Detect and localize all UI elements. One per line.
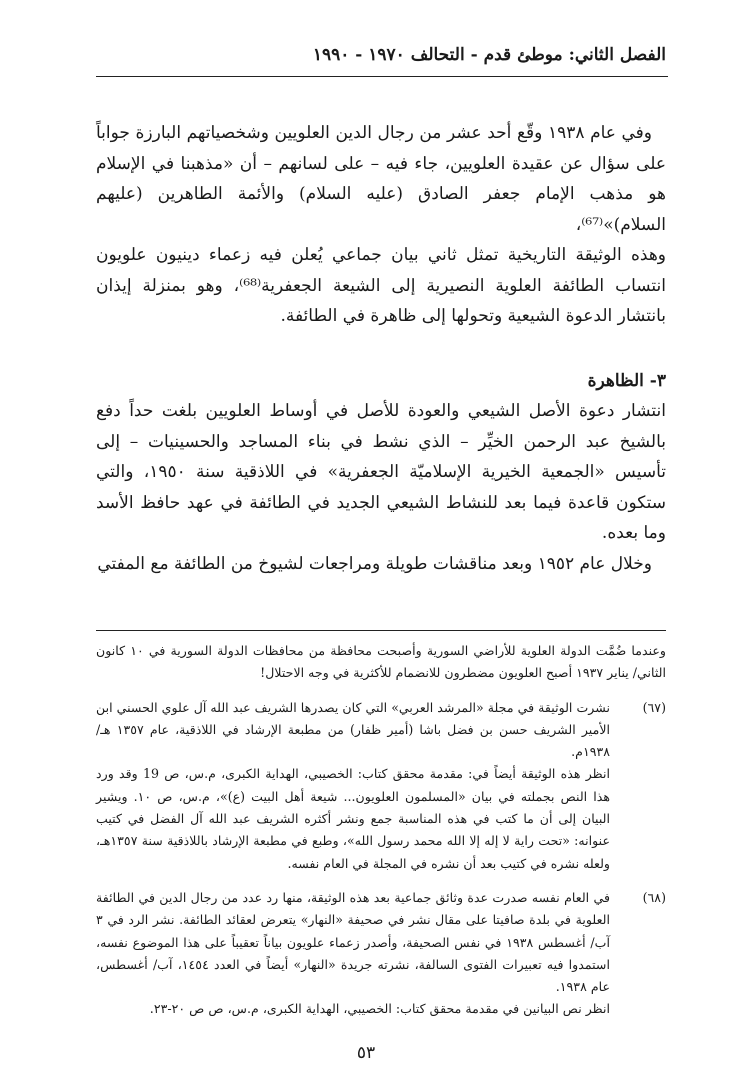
footnote-67-text-2: انظر هذه الوثيقة أيضاً في: مقدمة محقق كتاب: الخصيبي، الهداية الكبرى، م.س، ص 19 وقد ورد هذا النص بجملته في بيان «المسلمون العلويون... شيعة أهل البيت (ع)»، م.س، ص ١٠. ويشير البيان إلى أن ما كتب في هذه المناسبة جمع ونشر أكثره الشريف عبد الله آل الفضل في كتيب عنوانه: «تحت راية لا إله إلا الله محمد رسول الله»، وطبع في مطبعة الإرشاد باللاذقية سنة ١٣٥٧هـ، ولعله نشره في كتيب بعد أن نشره في المجلة في العام نفسه. [96, 766, 611, 871]
footnote-67 [96, 697, 666, 875]
paragraph-3: انتشار دعوة الأصل الشيعي والعودة للأصل في أوساط العلويين بلغت حداً دفع بالشيخ عبد الرحمن الخيِّر – الذي نشط في بناء المساجد والحسينيات – إلى تأسيس «الجمعية الخيرية الإسلاميّة الجعفرية» في اللاذقية سنة ١٩٥٠، والتي ستكون قاعدة فيما بعد للنشاط الشيعي الجديد في الطائفة في عهد حافظ الأسد وما بعده. [96, 401, 666, 543]
footnote-68 [96, 887, 666, 1021]
footnote-68-number: (٦٨) [642, 889, 666, 905]
footnote-67-number: (٦٧) [642, 699, 666, 715]
footnote-68-text-1: في العام نفسه صدرت عدة وثائق جماعية بعد هذه الوثيقة، منها رد عدد من رجال الدين في الطائفة العلوية في بلدة صافيتا على مقال نشر في صحيفة «النهار» يتعرض لعقائد الطائفة. نشر الرد في ٣ آب/ أغسطس ١٩٣٨ في نفس الصحيفة، وأصدر زعماء علويون بياناً تعقيباً على هذا الموضوع نفسه، استمدوا فيه تعبيرات الفتوى السالفة، نشرته جريدة «النهار» أيضاً في العدد ١٤٥٤، آب/ أغسطس، عام ١٩٣٨. [96, 889, 611, 995]
header-rule [96, 76, 668, 77]
running-header: الفصل الثاني: موطئ قدم - التحالف ١٩٧٠ - ١٩٩٠ [312, 45, 666, 65]
footnote-rule [96, 630, 666, 631]
paragraph-4: وخلال عام ١٩٥٢ وبعد مناقشات طويلة ومراجعات لشيوخ من الطائفة مع المفتي [97, 553, 652, 574]
footnotes [96, 640, 666, 1021]
main-text [96, 118, 666, 579]
page-number: ٥٣ [356, 1043, 376, 1063]
paragraph-2: وهذه الوثيقة التاريخية تمثل ثاني بيان جماعي يُعلن فيه زعماء دينيون علويون انتساب الطائفة العلوية النصيرية إلى الشيعة الجعفرية⁽⁶⁸⁾، وهو بمنزلة إيذان بانتشار الدعوة الشيعية وتحولها إلى ظاهرة في الطائفة. [96, 245, 666, 326]
footnote-68-text-2: انظر نص البيانين في مقدمة محقق كتاب: الخصيبي، الهداية الكبرى، م.س، ص ص ٢٠-٢٣. [149, 1001, 610, 1017]
section-title: ٣- الظاهرة [587, 370, 666, 391]
paragraph-1: وفي عام ١٩٣٨ وقّع أحد عشر من رجال الدين العلويين وشخصياتهم البارزة جواباً على سؤال عن عقيدة العلويين، جاء فيه – على لسانهم – أن «مذهبنا في الإسلام هو مذهب الإمام جعفر الصادق (عليه السلام) والأئمة الطاهرين (عليهم السلام)»⁽⁶⁷⁾، [96, 123, 666, 235]
footnote-continuation: وعندما ضُمَّت الدولة العلوية للأراضي السورية وأصبحت محافظة من محافظات الدولة السورية في ١٠ كانون الثاني/ يناير ١٩٣٧ أصبح العلويون مضطرون للانضمام للأكثرية في وجه الاحتلال! [96, 643, 666, 681]
footnote-67-text-1: نشرت الوثيقة في مجلة «المرشد العربي» التي كان يصدرها الشريف عبد الله آل علوي الحسني ابن الأمير الشريف حسن بن فضل باشا (أمير ظفار) من مطبعة الإرشاد في اللاذقية، عام ١٣٥٧ هـ/١٩٣٨م. [96, 699, 611, 760]
